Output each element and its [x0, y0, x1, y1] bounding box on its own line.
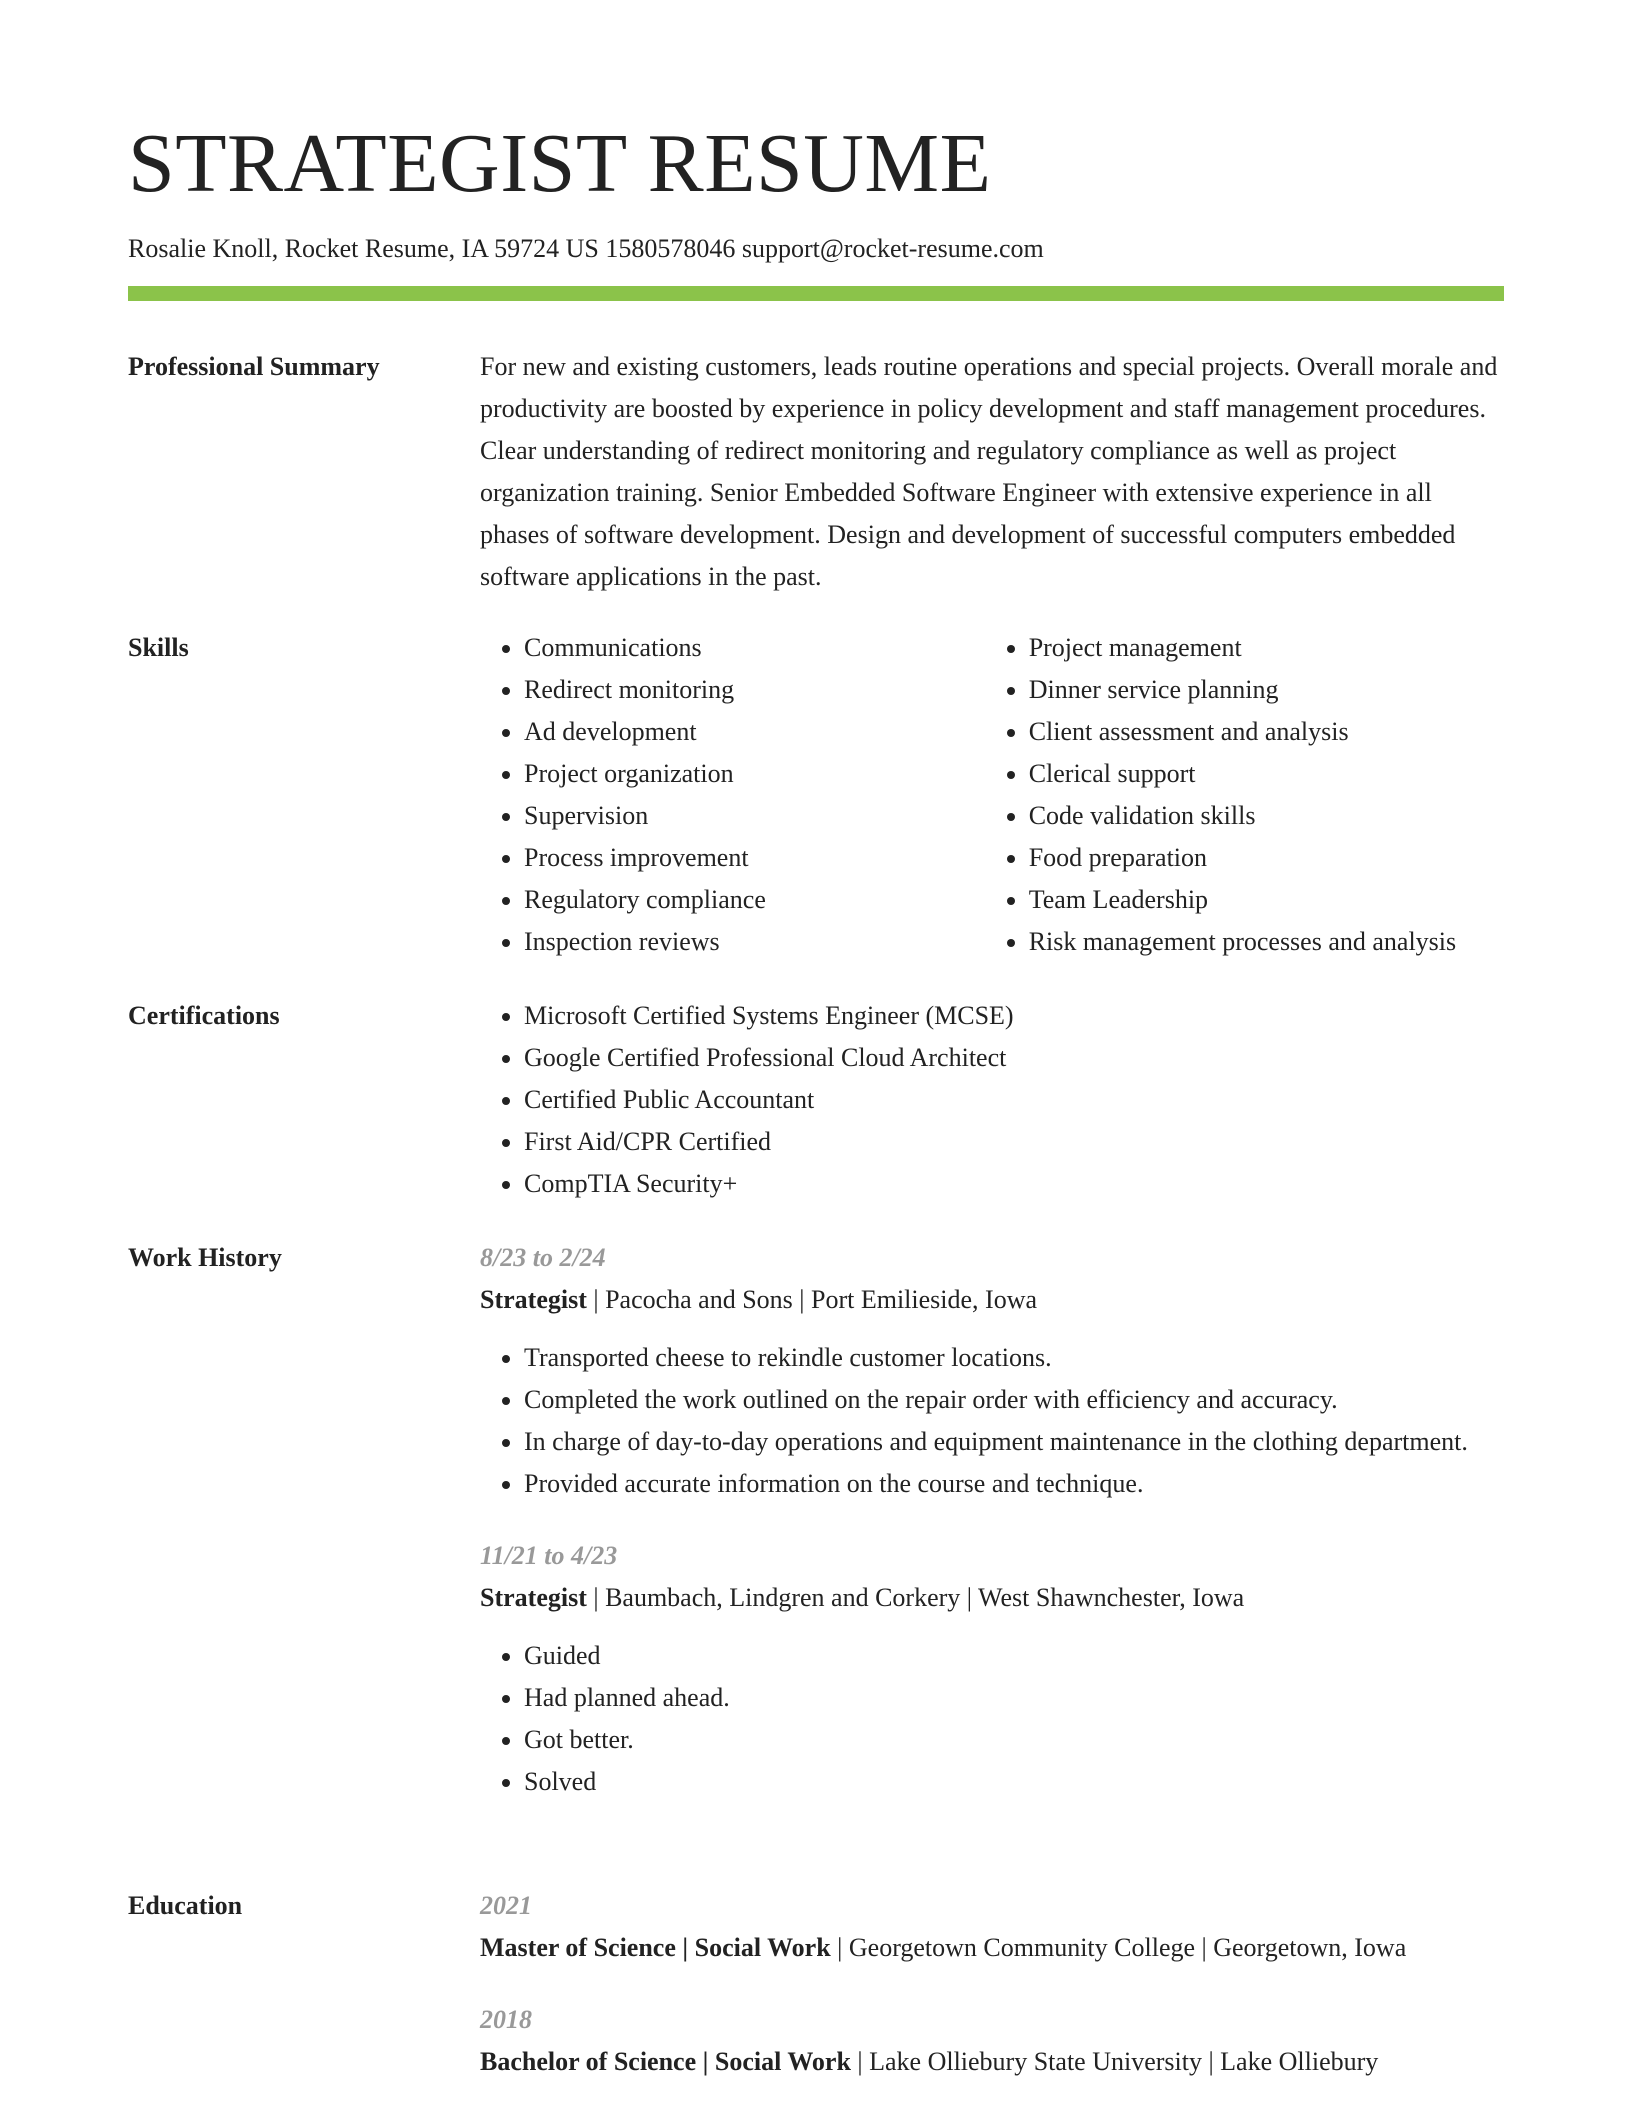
education-heading	[480, 2041, 1504, 2083]
job-title: Strategist	[480, 1583, 587, 1612]
skill-item: • Ad development	[524, 711, 985, 753]
certification-item: • Certified Public Accountant	[524, 1079, 1504, 1121]
education-year: 2018	[480, 2005, 532, 2034]
skill-item: • Dinner service planning	[1029, 669, 1504, 711]
job-bullet: • Guided	[524, 1635, 1504, 1677]
contact-line: Rosalie Knoll, Rocket Resume, IA 59724 US 1580578046 support@rocket-resume.com	[128, 234, 1044, 263]
skills-column-left	[480, 627, 985, 963]
job-heading	[480, 1577, 1504, 1619]
skill-item: • Food preparation	[1029, 837, 1504, 879]
job-entry	[480, 1535, 1504, 1803]
certifications-body	[480, 995, 1504, 1205]
skills-label: Skills	[128, 633, 189, 662]
job-bullet: • Solved	[524, 1761, 1504, 1803]
resume-title: STRATEGIST RESUME	[128, 117, 992, 210]
education-label: Education	[128, 1891, 243, 1920]
job-employer-location: | Baumbach, Lindgren and Corkery | West Shawnchester, Iowa	[586, 1583, 1245, 1612]
job-dates: 11/21 to 4/23	[480, 1541, 618, 1570]
certifications-label: Certifications	[128, 1001, 280, 1030]
skill-item: • Process improvement	[524, 837, 985, 879]
skill-item: • Clerical support	[1029, 753, 1504, 795]
accent-divider	[128, 286, 1504, 301]
certification-item: • CompTIA Security+	[524, 1163, 1504, 1205]
certifications-list	[480, 995, 1504, 1205]
job-heading	[480, 1279, 1504, 1321]
certification-item: • First Aid/CPR Certified	[524, 1121, 1504, 1163]
skill-item: • Code validation skills	[1029, 795, 1504, 837]
summary-body	[480, 346, 1504, 598]
skill-item: • Inspection reviews	[524, 921, 985, 963]
certification-item: • Microsoft Certified Systems Engineer (MCSE)	[524, 995, 1504, 1037]
skill-item: • Project management	[1029, 627, 1504, 669]
certification-item: • Google Certified Professional Cloud Architect	[524, 1037, 1504, 1079]
job-bullet: • Completed the work outlined on the repair order with efficiency and accuracy.	[524, 1379, 1504, 1421]
job-bullet: • Transported cheese to rekindle customer locations.	[524, 1337, 1504, 1379]
skill-item: • Regulatory compliance	[524, 879, 985, 921]
skill-item: • Redirect monitoring	[524, 669, 985, 711]
skills-column-right	[985, 627, 1504, 963]
education-degree: Bachelor of Science | Social Work	[480, 2047, 851, 2076]
education-entry	[480, 1885, 1504, 1969]
job-title: Strategist	[480, 1285, 587, 1314]
job-employer-location: | Pacocha and Sons | Port Emilieside, Iowa	[586, 1285, 1038, 1314]
work-history-body	[480, 1237, 1504, 1803]
job-dates: 8/23 to 2/24	[480, 1243, 606, 1272]
job-bullet: • In charge of day-to-day operations and equipment maintenance in the clothing department.	[524, 1421, 1504, 1463]
skill-item: • Client assessment and analysis	[1029, 711, 1504, 753]
education-degree: Master of Science | Social Work	[480, 1933, 831, 1962]
skill-item: • Communications	[524, 627, 985, 669]
education-body	[480, 1885, 1504, 2083]
work-history-label: Work History	[128, 1243, 282, 1272]
education-school-location: | Georgetown Community College | Georgetown, Iowa	[830, 1933, 1407, 1962]
education-entry	[480, 1999, 1504, 2083]
skill-item: • Project organization	[524, 753, 985, 795]
job-bullet: • Had planned ahead.	[524, 1677, 1504, 1719]
job-bullets	[480, 1635, 1504, 1803]
skill-item: • Supervision	[524, 795, 985, 837]
job-bullets	[480, 1337, 1504, 1505]
job-bullet: • Got better.	[524, 1719, 1504, 1761]
job-bullet: • Provided accurate information on the course and technique.	[524, 1463, 1504, 1505]
skills-grid	[480, 627, 1504, 963]
summary-text: For new and existing customers, leads routine operations and special projects. Overall morale and productivity are boosted by experience in policy development and staff management procedures. Clear understanding of redirect monitoring and regulatory compliance as well as project organization training. Senior Embedded Software Engineer with extensive experience in all phases of software development. Design and development of successful computers embedded software applications in the past.	[480, 352, 1498, 591]
skill-item: • Team Leadership	[1029, 879, 1504, 921]
summary-label: Professional Summary	[128, 352, 380, 381]
skills-body	[480, 627, 1504, 963]
skill-item: • Risk management processes and analysis	[1029, 921, 1504, 963]
job-entry	[480, 1237, 1504, 1505]
education-heading	[480, 1927, 1504, 1969]
education-year: 2021	[480, 1891, 532, 1920]
education-school-location: | Lake Olliebury State University | Lake Olliebury	[850, 2047, 1379, 2076]
